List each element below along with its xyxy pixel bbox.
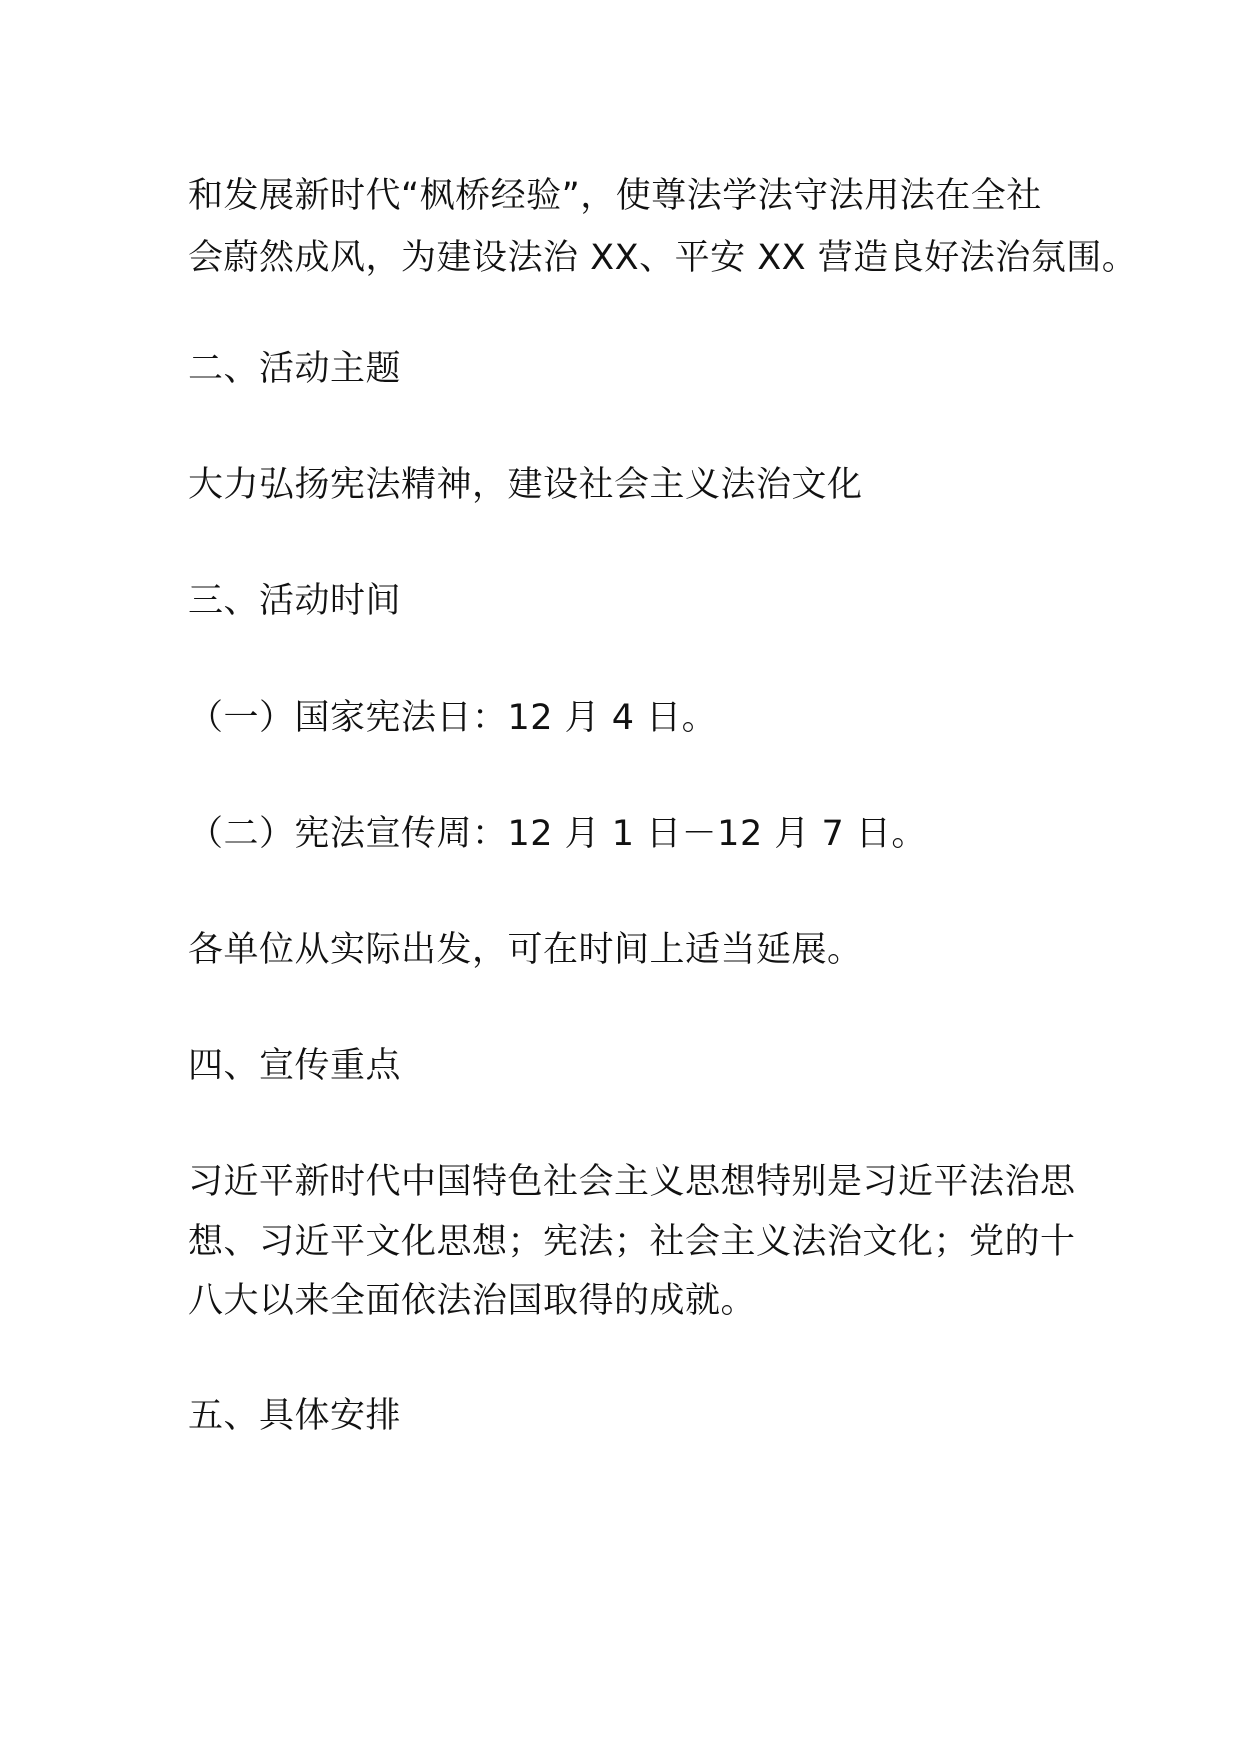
time-extension-note: 各单位从实际出发，可在时间上适当延展。 <box>188 930 863 970</box>
heading-specific-arrangements: 五、具体安排 <box>188 1396 402 1436</box>
focus-paragraph-line-1: 习近平新时代中国特色社会主义思想特别是习近平法治思 <box>188 1162 1076 1202</box>
heading-activity-theme: 二、活动主题 <box>188 349 402 389</box>
focus-paragraph-line-3: 八大以来全面依法治国取得的成就。 <box>188 1281 757 1321</box>
time-item-constitution-day: （一）国家宪法日：12 月 4 日。 <box>188 698 718 738</box>
activity-theme-text: 大力弘扬宪法精神，建设社会主义法治文化 <box>188 465 863 505</box>
intro-paragraph-line-1: 和发展新时代“枫桥经验”，使尊法学法守法用法在全社 <box>188 176 1042 216</box>
focus-paragraph-line-2: 想、习近平文化思想；宪法；社会主义法治文化；党的十 <box>188 1222 1076 1262</box>
heading-activity-time: 三、活动时间 <box>188 581 402 621</box>
intro-paragraph-line-2: 会蔚然成风，为建设法治 XX、平安 XX 营造良好法治氛围。 <box>188 238 1138 278</box>
heading-publicity-focus: 四、宣传重点 <box>188 1046 402 1086</box>
time-item-publicity-week: （二）宪法宣传周：12 月 1 日－12 月 7 日。 <box>188 814 927 854</box>
